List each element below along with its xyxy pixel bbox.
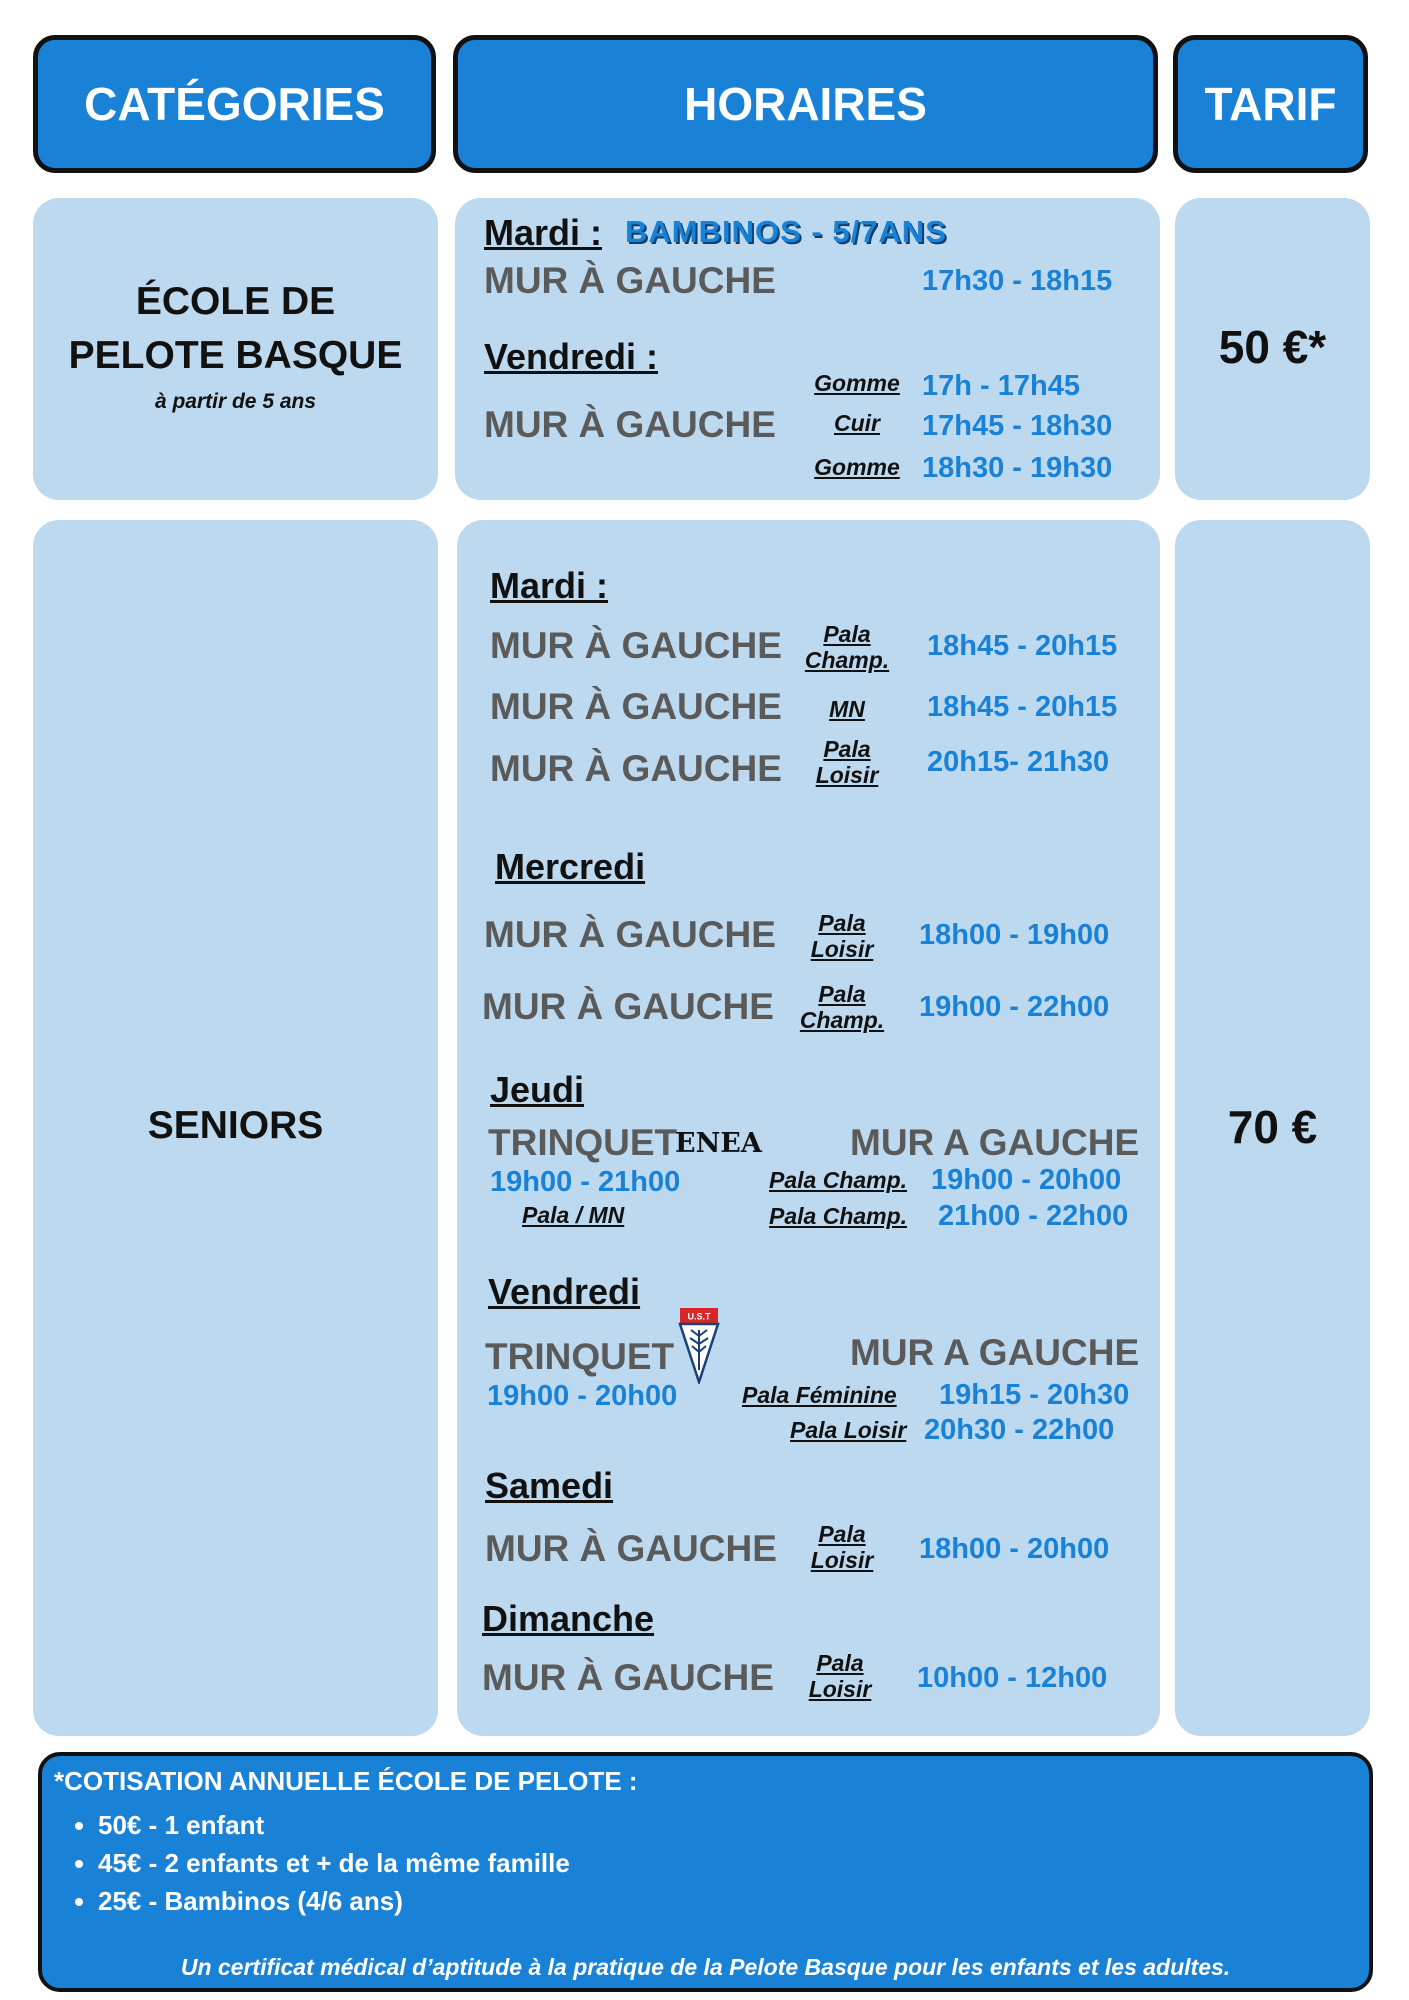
ecole-mardi-time: 17h30 - 18h15 [922, 265, 1113, 297]
seniors-vendredi-right-time: 20h30 - 22h00 [924, 1414, 1115, 1446]
seniors-category-cell [33, 520, 438, 1736]
seniors-dimanche-label [790, 1650, 890, 1702]
seniors-dimanche-label-line2: Loisir [808, 1676, 872, 1702]
header-tarif-label: TARIF [1204, 78, 1337, 130]
seniors-samedi-label-line1: Pala [818, 1521, 866, 1547]
seniors-jeudi-left-activity: TRINQUET [488, 1122, 678, 1163]
seniors-mercredi-label-line1: Pala [818, 981, 866, 1007]
ecole-vendredi-slot-label: Gomme [814, 370, 900, 396]
ecole-vendredi-slot-time: 17h - 17h45 [922, 370, 1080, 402]
seniors-vendredi-left-time: 19h00 - 20h00 [487, 1380, 678, 1412]
ecole-category-line2: PELOTE BASQUE [68, 334, 403, 377]
seniors-dimanche-label-line1: Pala [816, 1650, 864, 1676]
seniors-vendredi-day: Vendredi [488, 1271, 641, 1312]
seniors-jeudi-right-time: 21h00 - 22h00 [938, 1200, 1129, 1232]
seniors-mercredi-label-line2: Loisir [810, 936, 874, 962]
ecole-vendredi-slot-label: Cuir [834, 410, 880, 436]
ecole-category-sub: à partir de 5 ans [154, 390, 317, 413]
seniors-mardi-time: 18h45 - 20h15 [927, 691, 1118, 723]
seniors-schedule-cell [457, 520, 1160, 1736]
seniors-jeudi-right-label: Pala Champ. [769, 1203, 908, 1229]
seniors-jeudi-right-time: 19h00 - 20h00 [931, 1164, 1122, 1196]
header-categories [33, 35, 436, 173]
seniors-mardi-time: 20h15- 21h30 [927, 746, 1110, 778]
seniors-samedi-day: Samedi [485, 1465, 614, 1506]
seniors-mardi-day: Mardi : [490, 565, 609, 606]
seniors-mardi-time: 18h45 - 20h15 [927, 630, 1118, 662]
header-categories-label: CATÉGORIES [84, 78, 385, 130]
ecole-mardi-day: Mardi : [484, 212, 603, 253]
cotisation-item: • 50€ - 1 enfant [98, 1806, 570, 1844]
seniors-mercredi-label [792, 910, 892, 962]
cotisation-item: • 45€ - 2 enfants et + de la même famille [98, 1844, 570, 1882]
seniors-mercredi-day: Mercredi [495, 846, 646, 887]
ecole-category-cell [33, 198, 438, 500]
seniors-mercredi-label-line1: Pala [818, 910, 866, 936]
seniors-dimanche-day: Dimanche [482, 1598, 655, 1639]
seniors-mercredi-time: 19h00 - 22h00 [919, 991, 1110, 1023]
seniors-vendredi-left-activity: TRINQUET [485, 1336, 675, 1377]
ecole-mardi-activity: MUR À GAUCHE [484, 260, 776, 301]
seniors-price: 70 € [1227, 1101, 1318, 1153]
ecole-vendredi-slot-time: 18h30 - 19h30 [922, 452, 1113, 484]
certificat-note: Un certificat médical d’aptitude à la pratique de la Pelote Basque pour les enfants et les adultes. [180, 1954, 1231, 1980]
seniors-jeudi-day: Jeudi [490, 1069, 585, 1110]
cotisation-title: *COTISATION ANNUELLE ÉCOLE DE PELOTE : [54, 1766, 638, 1796]
seniors-vendredi-right-activity: MUR A GAUCHE [850, 1332, 1140, 1373]
ecole-vendredi-day: Vendredi : [484, 336, 659, 377]
ust-club-logo [678, 1308, 720, 1384]
ecole-vendredi-slot-label: Gomme [814, 454, 900, 480]
seniors-mardi-label-line1: MN [829, 696, 865, 722]
seniors-mercredi-activity: MUR À GAUCHE [484, 914, 776, 955]
seniors-vendredi-right-label: Pala Féminine [742, 1382, 897, 1408]
seniors-dimanche-time: 10h00 - 12h00 [917, 1662, 1108, 1694]
ecole-price-cell [1175, 198, 1370, 500]
ecole-category-line1: ÉCOLE DE [135, 280, 336, 323]
seniors-vendredi-right-time: 19h15 - 20h30 [939, 1379, 1130, 1411]
seniors-jeudi-left-time: 19h00 - 21h00 [490, 1166, 681, 1198]
seniors-mardi-label [797, 736, 897, 788]
seniors-mardi-label-line2: Champ. [804, 647, 890, 673]
seniors-samedi-label [792, 1521, 892, 1573]
seniors-samedi-activity: MUR À GAUCHE [485, 1528, 777, 1569]
seniors-category: SENIORS [147, 1104, 324, 1147]
ecole-vendredi-slot-time: 17h45 - 18h30 [922, 410, 1113, 442]
ecole-mardi-tag: BAMBINOS - 5/7ANS [625, 214, 947, 249]
seniors-mardi-label [797, 696, 897, 722]
seniors-mercredi-label [792, 981, 892, 1033]
seniors-jeudi-brand: ENEA [675, 1128, 762, 1159]
header-tarif [1173, 35, 1368, 173]
seniors-mardi-activity: MUR À GAUCHE [490, 748, 782, 789]
seniors-vendredi-right-label: Pala Loisir [790, 1417, 907, 1443]
ecole-vendredi-activity: MUR À GAUCHE [484, 404, 776, 445]
seniors-samedi-label-line2: Loisir [810, 1547, 874, 1573]
seniors-mardi-label-line1: Pala [823, 736, 871, 762]
seniors-mercredi-time: 18h00 - 19h00 [919, 919, 1110, 951]
seniors-dimanche-activity: MUR À GAUCHE [482, 1657, 774, 1698]
header-horaires [453, 35, 1158, 173]
seniors-mercredi-activity: MUR À GAUCHE [482, 986, 774, 1027]
ecole-price: 50 €* [1218, 321, 1327, 373]
seniors-samedi-time: 18h00 - 20h00 [919, 1533, 1110, 1565]
cotisation-list [42, 1806, 570, 1920]
seniors-mardi-activity: MUR À GAUCHE [490, 686, 782, 727]
seniors-jeudi-right-activity: MUR A GAUCHE [850, 1122, 1140, 1163]
seniors-price-cell [1175, 520, 1370, 1736]
seniors-mardi-activity: MUR À GAUCHE [490, 625, 782, 666]
header-horaires-label: HORAIRES [684, 78, 927, 130]
seniors-jeudi-left-label: Pala / MN [522, 1202, 625, 1228]
cotisation-footer [38, 1752, 1373, 1992]
seniors-jeudi-right-label: Pala Champ. [769, 1167, 908, 1193]
seniors-mardi-label-line1: Pala [823, 621, 871, 647]
seniors-mardi-label [797, 621, 897, 673]
cotisation-item: • 25€ - Bambinos (4/6 ans) [98, 1882, 570, 1920]
seniors-mercredi-label-line2: Champ. [799, 1007, 885, 1033]
ecole-schedule-cell [455, 198, 1160, 500]
ust-badge-text: U.S.T [687, 1311, 711, 1322]
seniors-mardi-label-line2: Loisir [815, 762, 879, 788]
